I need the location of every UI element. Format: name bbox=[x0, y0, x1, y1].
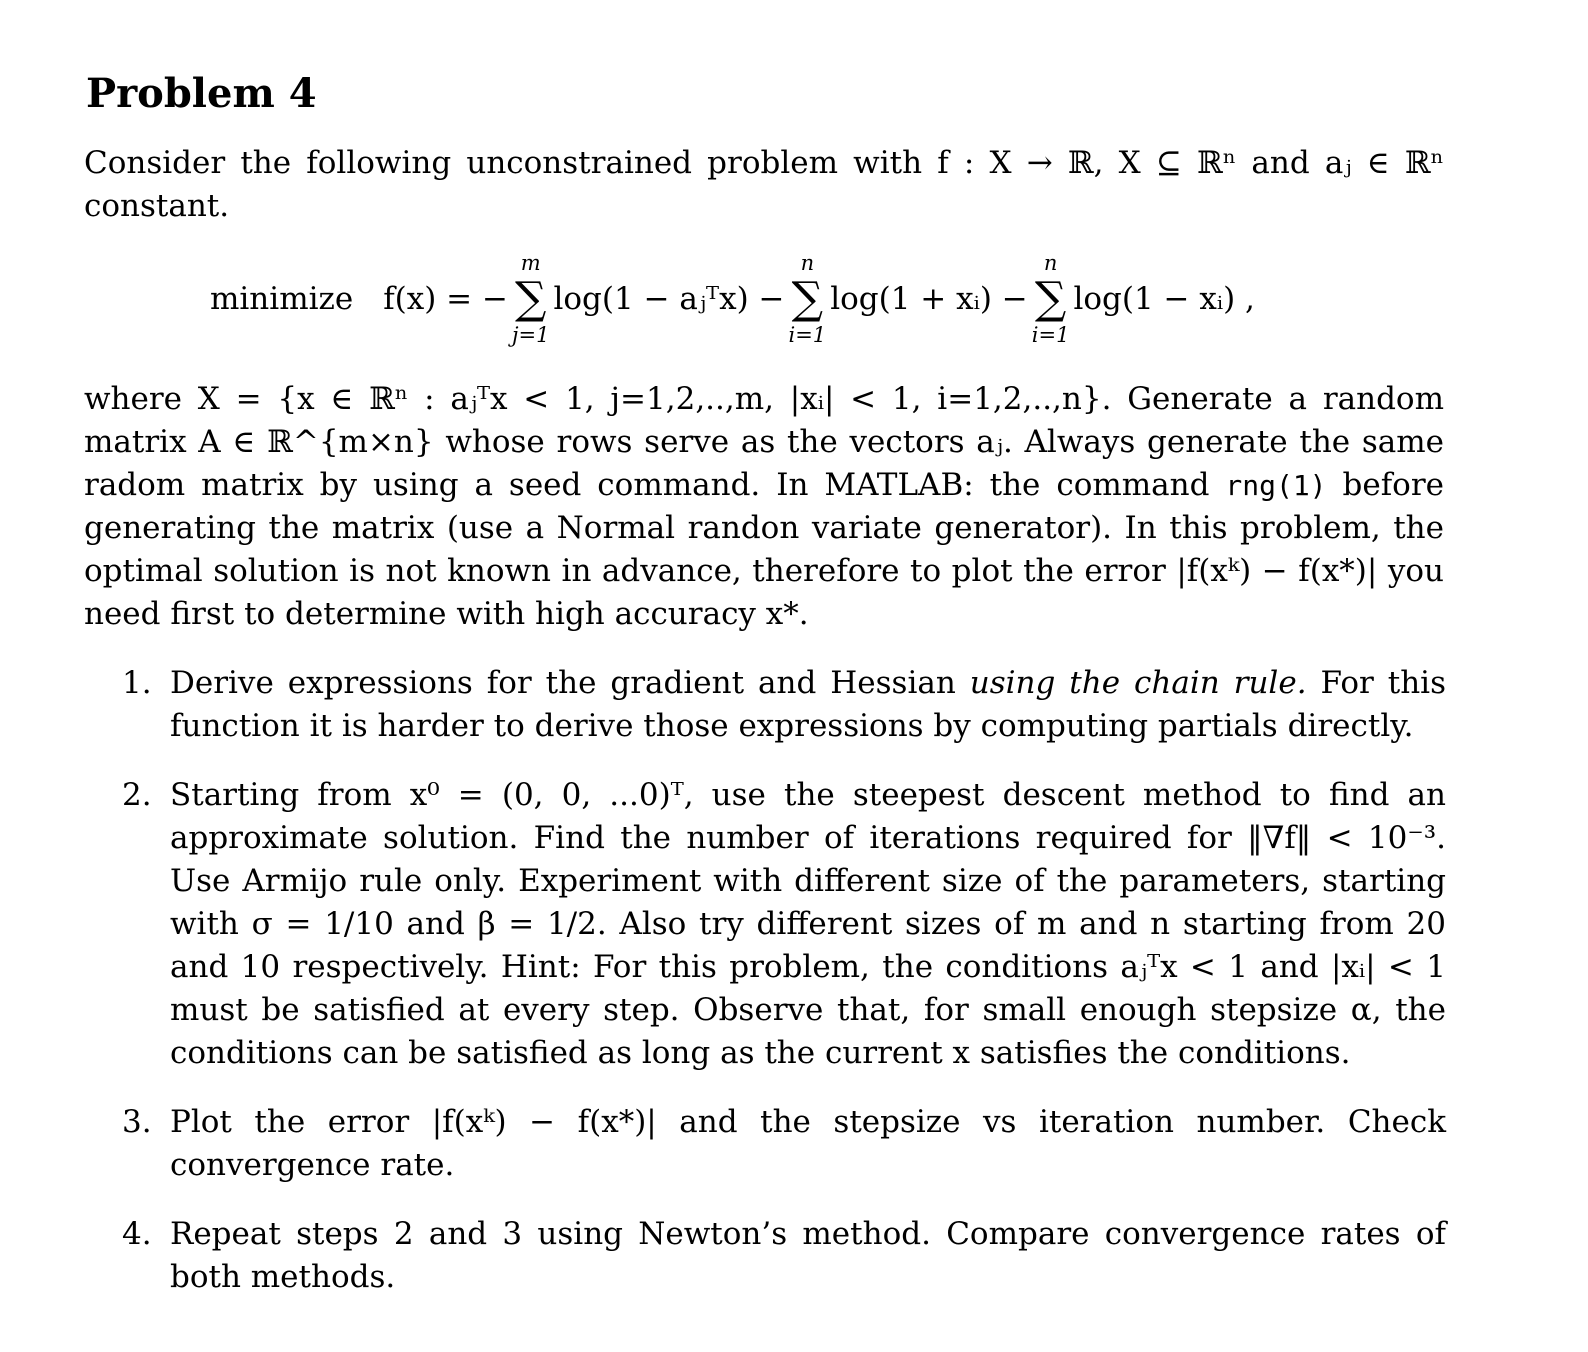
intro-paragraph: Consider the following unconstrained problem with f : X → ℝ, X ⊆ ℝⁿ and aⱼ ∈ ℝⁿ constant. bbox=[84, 145, 1444, 224]
sum2-upper-limit: n bbox=[800, 251, 815, 275]
sum3-lower-limit: i=1 bbox=[1031, 323, 1070, 347]
item-number: 2. bbox=[122, 777, 152, 813]
sum-operator-1 bbox=[512, 250, 549, 348]
matlab-code: rng(1) bbox=[1225, 469, 1327, 502]
task-list bbox=[122, 662, 1446, 1325]
sum1-upper-limit: m bbox=[520, 251, 541, 275]
item-text: Starting from x⁰ = (0, 0, ...0)ᵀ, use the steepest descent method to find an approximate solution. Find the number of iterations required for ‖∇f‖ < 10⁻³. Use Armijo rule only. Experiment with different size of the parameters, starting with σ = 1/10 and β = 1/2. Also try different sizes of m and n starting from 20 and 10 respectively. Hint: For this problem, the conditions aⱼᵀx < 1 and |xᵢ| < 1 must be satisfied at every step. Observe that, for small enough stepsize α, the conditions can be satisfied as long as the current x satisfies the conditions. bbox=[170, 777, 1446, 1071]
list-item bbox=[122, 774, 1446, 1075]
equation-term-3: log(1 − xᵢ) , bbox=[1073, 280, 1255, 317]
equation-term-1: log(1 − aⱼᵀx) − bbox=[553, 280, 785, 317]
item-text: For this function it is harder to derive those expressions by computing partials directly. bbox=[170, 665, 1447, 744]
problem-title: Problem 4 bbox=[86, 70, 317, 117]
sum3-upper-limit: n bbox=[1043, 251, 1058, 275]
item-number: 4. bbox=[122, 1216, 152, 1252]
list-item bbox=[122, 1213, 1446, 1299]
sum1-lower-limit: j=1 bbox=[512, 323, 550, 347]
equation-lead: minimize bbox=[210, 280, 354, 317]
item-text: Repeat steps 2 and 3 using Newton’s method. Compare convergence rates of both methods. bbox=[170, 1216, 1446, 1295]
item-text: Derive expressions for the gradient and Hessian bbox=[170, 665, 956, 701]
item-text: Plot the error |f(xᵏ) − f(x*)| and the stepsize vs iteration number. Check convergence rate. bbox=[170, 1104, 1446, 1183]
sum-operator-3 bbox=[1032, 250, 1070, 348]
equation-lhs: f(x) = − bbox=[383, 280, 508, 317]
sum2-lower-limit: i=1 bbox=[788, 323, 827, 347]
where-paragraph bbox=[84, 378, 1444, 636]
sum-operator-2 bbox=[789, 250, 827, 348]
list-item bbox=[122, 1101, 1446, 1187]
sigma-icon: ∑ bbox=[1034, 273, 1067, 324]
objective-equation bbox=[210, 244, 1410, 354]
item-number: 1. bbox=[122, 665, 152, 701]
where-text-part-2: before generating the matrix (use a Normal randon variate generator). In this problem, the optimal solution is not known in advance, therefore to plot the error |f(xᵏ) − f(x*)| you need first to determine with high accuracy x*. bbox=[84, 467, 1444, 632]
list-item bbox=[122, 662, 1446, 748]
where-text-part-1: where X = {x ∈ ℝⁿ : aⱼᵀx < 1, j=1,2,..,m, |xᵢ| < 1, i=1,2,..,n}. Generate a random matrix A ∈ ℝ^{m×n} whose rows serve as the vectors aⱼ. Always generate the same radom matrix by using a seed command. In MATLAB: the command bbox=[84, 381, 1444, 503]
item-emphasis: using the chain rule. bbox=[969, 665, 1307, 701]
equation-term-2: log(1 + xᵢ) − bbox=[830, 280, 1028, 317]
item-number: 3. bbox=[122, 1104, 152, 1140]
sigma-icon: ∑ bbox=[515, 273, 547, 324]
sigma-icon: ∑ bbox=[791, 273, 824, 324]
